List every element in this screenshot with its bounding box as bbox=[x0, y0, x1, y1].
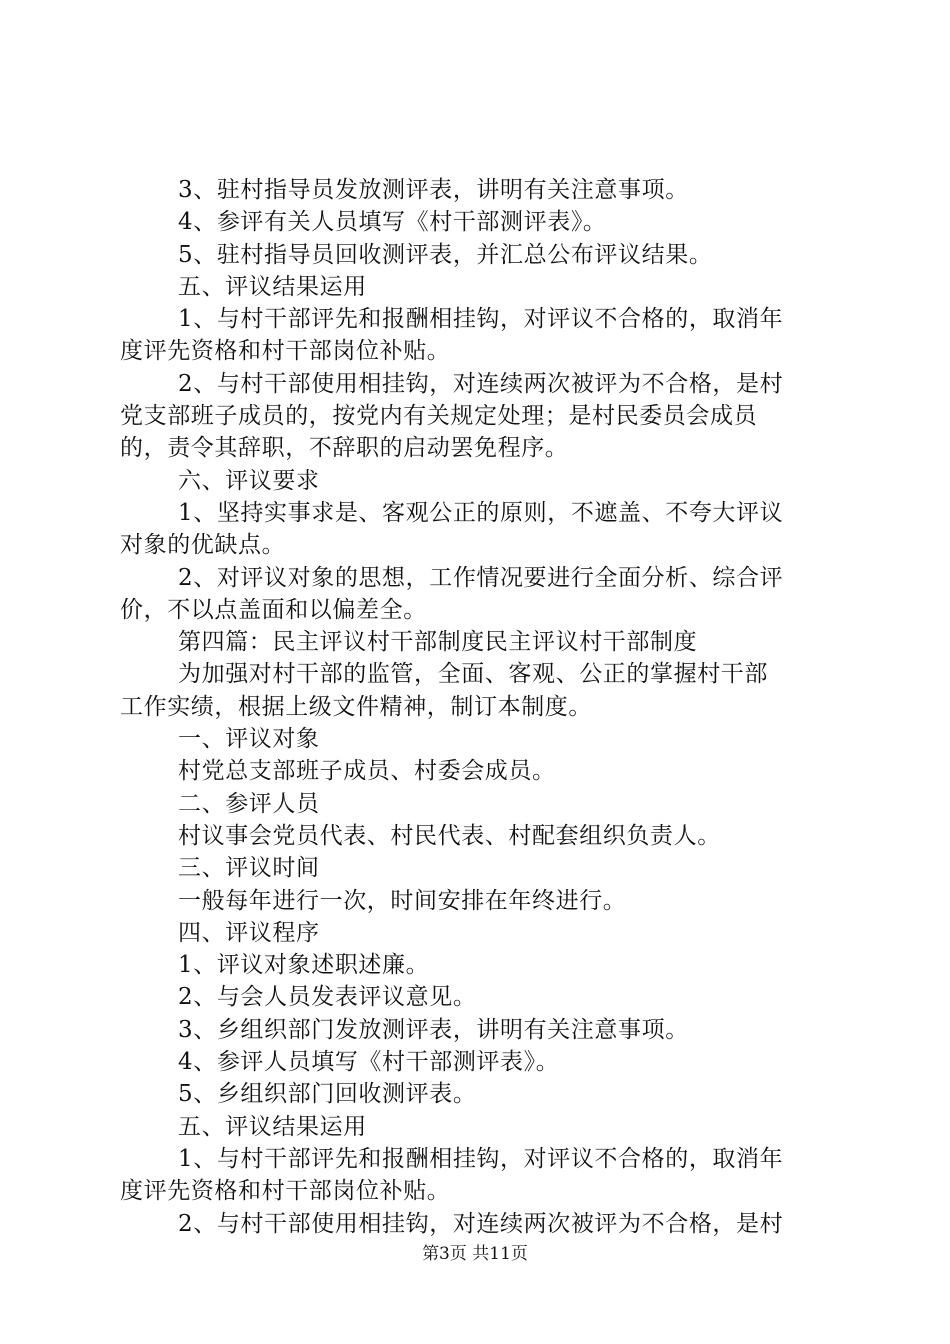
text-line: 度评先资格和村干部岗位补贴。 bbox=[120, 1178, 451, 1205]
text-line: 村议事会党员代表、村民代表、村配套组织负责人。 bbox=[178, 822, 721, 849]
text-line: 3、驻村指导员发放测评表，讲明有关注意事项。 bbox=[178, 177, 689, 203]
text-line: 3、乡组织部门发放测评表，讲明有关注意事项。 bbox=[178, 1016, 689, 1043]
text-line: 为加强对村干部的监管，全面、客观、公正的掌握村干部 bbox=[178, 661, 768, 688]
section-heading: 五、评议结果运用 bbox=[178, 1113, 367, 1140]
text-line: 1、评议对象述职述廉。 bbox=[178, 952, 430, 979]
section-heading: 二、参评人员 bbox=[178, 790, 320, 817]
section-heading: 三、评议时间 bbox=[178, 855, 320, 882]
text-line: 的，责令其辞职，不辞职的启动罢免程序。 bbox=[120, 435, 569, 462]
section-heading: 六、评议要求 bbox=[178, 467, 320, 494]
text-line: 1、与村干部评先和报酬相挂钩，对评议不合格的，取消年 bbox=[178, 306, 784, 333]
text-line: 党支部班子成员的，按党内有关规定处理；是村民委员会成员 bbox=[120, 403, 758, 430]
chapter-title: 第四篇：民主评议村干部制度民主评议村干部制度 bbox=[178, 629, 698, 656]
page-number-footer: 第3页 共11页 bbox=[422, 1244, 528, 1264]
section-heading: 五、评议结果运用 bbox=[178, 273, 367, 300]
text-line: 工作实绩，根据上级文件精神，制订本制度。 bbox=[120, 693, 592, 720]
section-heading: 一、评议对象 bbox=[178, 726, 320, 753]
text-line: 4、参评人员填写《村干部测评表》。 bbox=[178, 1049, 560, 1076]
text-line: 2、与会人员发表评议意见。 bbox=[178, 984, 477, 1011]
text-line: 2、与村干部使用相挂钩，对连续两次被评为不合格，是村 bbox=[178, 1210, 784, 1237]
text-line: 价，不以点盖面和以偏差全。 bbox=[120, 596, 427, 623]
text-line: 一般每年进行一次，时间安排在年终进行。 bbox=[178, 887, 627, 914]
text-line: 度评先资格和村干部岗位补贴。 bbox=[120, 338, 451, 365]
text-line: 5、乡组织部门回收测评表。 bbox=[178, 1081, 477, 1108]
section-heading: 四、评议程序 bbox=[178, 919, 320, 946]
text-line: 2、对评议对象的思想，工作情况要进行全面分析、综合评 bbox=[178, 564, 784, 591]
text-line: 4、参评有关人员填写《村干部测评表》。 bbox=[178, 209, 607, 236]
text-line: 对象的优缺点。 bbox=[120, 532, 286, 559]
document-body bbox=[120, 174, 832, 1240]
text-line: 5、驻村指导员回收测评表，并汇总公布评议结果。 bbox=[178, 241, 713, 268]
text-line: 村党总支部班子成员、村委会成员。 bbox=[178, 758, 556, 785]
text-line: 1、坚持实事求是、客观公正的原则，不遮盖、不夸大评议 bbox=[178, 499, 784, 526]
text-line: 1、与村干部评先和报酬相挂钩，对评议不合格的，取消年 bbox=[178, 1145, 784, 1172]
text-line: 2、与村干部使用相挂钩，对连续两次被评为不合格，是村 bbox=[178, 370, 784, 397]
